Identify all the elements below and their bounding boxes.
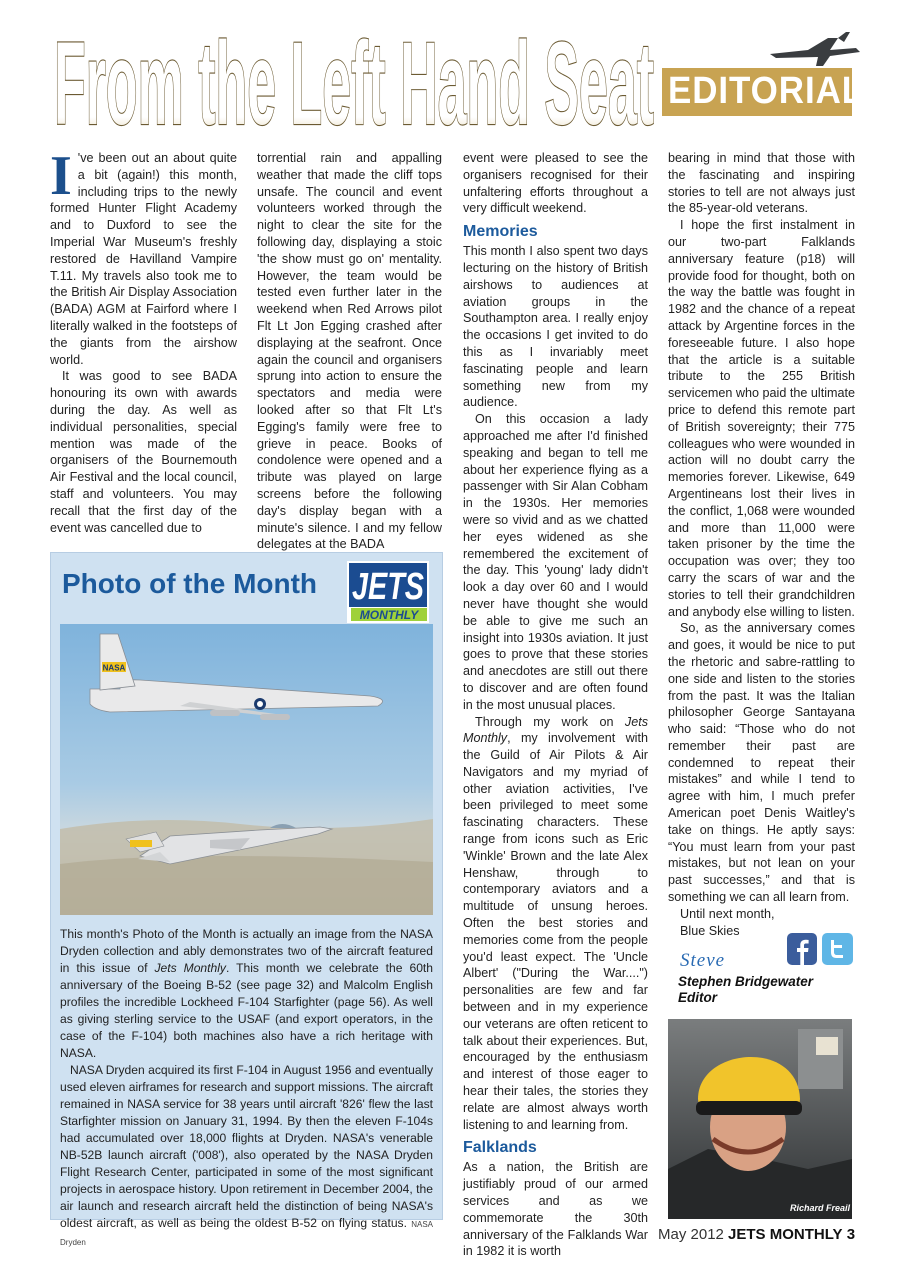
photo-box-title: Photo of the Month	[62, 568, 318, 599]
photo-credit: Richard Freail	[790, 1203, 851, 1213]
page-number: 3	[846, 1226, 856, 1243]
paragraph: I 've been out an about quite a bit (again!) this month, including trips to the newly formed Hunter Flight Academy and to Duxford to see the Imperial War Museum's freshly restored de Havilland Vampire T.11. My travels also took me to the British Air Display Association (BADA) AGM at Fairford where I literally walked in the footsteps of the giants from the airshow world.	[50, 145, 237, 367]
svg-text:NASA: NASA	[102, 663, 126, 673]
editor-portrait	[668, 1019, 852, 1219]
paragraph: event were pleased to see the organisers recognised for their unfaltering efforts throughout a very difficult weekend.	[463, 151, 648, 216]
headline	[50, 12, 660, 150]
signature: Steve	[680, 950, 726, 971]
vulcan-jet-icon	[768, 30, 863, 70]
paragraph: It was good to see BADA honouring its own with awards during the day. As well as individual personalities, special mention was made of the organisers of the Bournemouth Air Festival and the local council, staff and volunteers. You may recall that the first day of the event was cancelled due to	[50, 369, 237, 535]
nasa-aircraft-photo	[60, 624, 433, 915]
paragraph: torrential rain and appalling weather that made the cliff tops unsafe. The council and event volunteers worked through the night to clear the site for the following day, displaying a stoic 'the show must go on' mentality. However, the team would be tested even further later in the weekend when Red Arrows pilot Flt Lt Jon Egging crashed after displaying at the seafront. Once again the council and organisers sprung into action to ensure the spectators and media were looked after so that Flt Lt's Egging's family were free to grieve in peace. Books of condolence were opened and a tribute was played on large screens before the following day's display began with a minute's silence. I and my fellow delegates at the BADA	[257, 151, 442, 552]
section-label: EDITORIAL	[668, 70, 865, 112]
caption-paragraph: NASA Dryden acquired its first F-104 in August 1956 and eventually used eleven airframes for research and support missions. The aircraft remained in NASA service for 38 years until aircraft '826' flew the last Starfighter mission on January 31, 1994. By then the eleven F-104s had accumulated over 18,000 flights at Dryden. NASA's venerable NB-52B launch aircraft ('008'), also operated by the NASA Dryden Flight Research Center, participated in some of the most significant projects in aerospace history. Upon retirement in December 2004, the air launch and research aircraft held the distinction of being NASA's oldest aircraft, as well as being the oldest B-52 on flying status. NASA Dryden	[60, 1063, 433, 1247]
paragraph: As a nation, the British are justifiably proud of our armed services and as we commemorate the 30th anniversary of the Falklands War in 1982 it is worth	[463, 1160, 648, 1259]
image-credit: NASA Dryden	[60, 1220, 433, 1247]
paragraph: bearing in mind that those with the fascinating and inspiring stories to tell are not always just the 85-year-old veterans.	[668, 151, 855, 216]
paragraph: Through my work on Jets Monthly, my involvement with the Guild of Air Pilots & Air Navigators and my myriad of other aviation activities, I've been privileged to meet some fascinating characters. These range from icons such as Eric 'Winkle' Brown and the late Alex Henshaw, through to contemporary aviators and a multitude of unsung heroes. Often the best stories and memories come from the people you'd least expect. The 'Uncle Albert' ("During the War....") personalities are few and far between and in my experience our veterans are often reticent to talk about their experiences. But, encouraged by the enthusiasm and interest of those eager to hear their tales, the stories they relate are almost always worth listening to and learning from.	[463, 714, 648, 1132]
issue-date: May 2012	[658, 1226, 724, 1243]
editor-name: Stephen Bridgewater	[678, 974, 814, 989]
photo-caption	[60, 926, 433, 1251]
column-4	[668, 150, 855, 939]
paragraph: On this occasion a lady approached me after I'd finished speaking and began to tell me about her experience flying as a passenger with Sir Alan Cobham in the 1930s. Her memories were so vivid and as we chatted her eyes widened as she remembered the excitement of the day. This 'young' lady didn't look a day over 60 and I would never have thought she would be able to give me such an insight into 1930s aviation. It just goes to prove that these stories and anecdotes are still out there to discover and are often found in the most unusual places.	[463, 412, 648, 712]
magazine-name: JETS MONTHLY	[728, 1226, 843, 1243]
column-3	[463, 150, 648, 1260]
twitter-icon[interactable]	[822, 933, 853, 965]
closing-line: Until next month,	[680, 906, 775, 921]
facebook-icon[interactable]	[787, 933, 817, 965]
column-1	[50, 145, 237, 536]
svg-text:MONTHLY: MONTHLY	[359, 608, 419, 622]
page-footer	[658, 1226, 855, 1243]
paragraph: So, as the anniversary comes and goes, it would be nice to put the rhetoric and sabre-rattling to one side and listen to the stories from the past. It was the Italian philosopher George Santayana who said: “Those who do not remember their past are condemned to repeat their mistakes” and while I tend to agree with him, I much prefer American poet Denis Waitley's take on things. He aptly says: “You must learn from your past mistakes, but not lean on your past successes,” and that is something we can all learn from.	[668, 621, 855, 905]
caption-paragraph: This month's Photo of the Month is actually an image from the NASA Dryden collection and ably demonstrates two of the aircraft featured in this issue of Jets Monthly. This month we celebrate the 60th anniversary of the Boeing B-52 (see page 32) and Malcolm English profiles the incredible Lockheed F-104 Starfighter (page 56). As well as giving sterling service to the USAF (and export operators, in the case of the F-104) both machines also have a rich heritage with NASA.	[60, 927, 434, 1060]
editor-credit	[678, 974, 813, 1006]
column-2	[257, 150, 442, 553]
subheading-memories: Memories	[463, 223, 538, 241]
closing-line: Blue Skies	[680, 923, 740, 938]
drop-cap: I	[50, 145, 72, 207]
subheading-falklands: Falklands	[463, 1139, 537, 1157]
svg-text:JETS: JETS	[352, 566, 424, 608]
jets-monthly-logo	[347, 561, 429, 623]
headline-text: From the Left Hand Seat	[54, 18, 654, 150]
paragraph: This month I also spent two days lecturing on the history of British airshows to audiences at aviation groups in the Southampton area. I really enjoy the occasions I get invited to do this as I invariably meet fascinating people and learn something new from my audience.	[463, 244, 648, 410]
editor-role: Editor	[678, 990, 717, 1005]
paragraph: I hope the first instalment in our two-part Falklands anniversary feature (p18) will provide food for thought, both on the way the battle was fought in 1982 and the chance of a repeat attack by Argentine forces in the foreseeable future. I also hope that the article is a suitable tribute to the 255 British servicemen who paid the ultimate price to defend this remote part of British sovereignty; their 775 colleagues who were wounded in action will no doubt carry the memories forever. Likewise, 649 Argentineans lost their lives in the conflict, 1,068 were wounded and more than 11,000 were taken prisoner by the time the occupation was over; they too carry the scars of war and the stories to tell their grandchildren and anybody else willing to listen.	[668, 218, 855, 619]
